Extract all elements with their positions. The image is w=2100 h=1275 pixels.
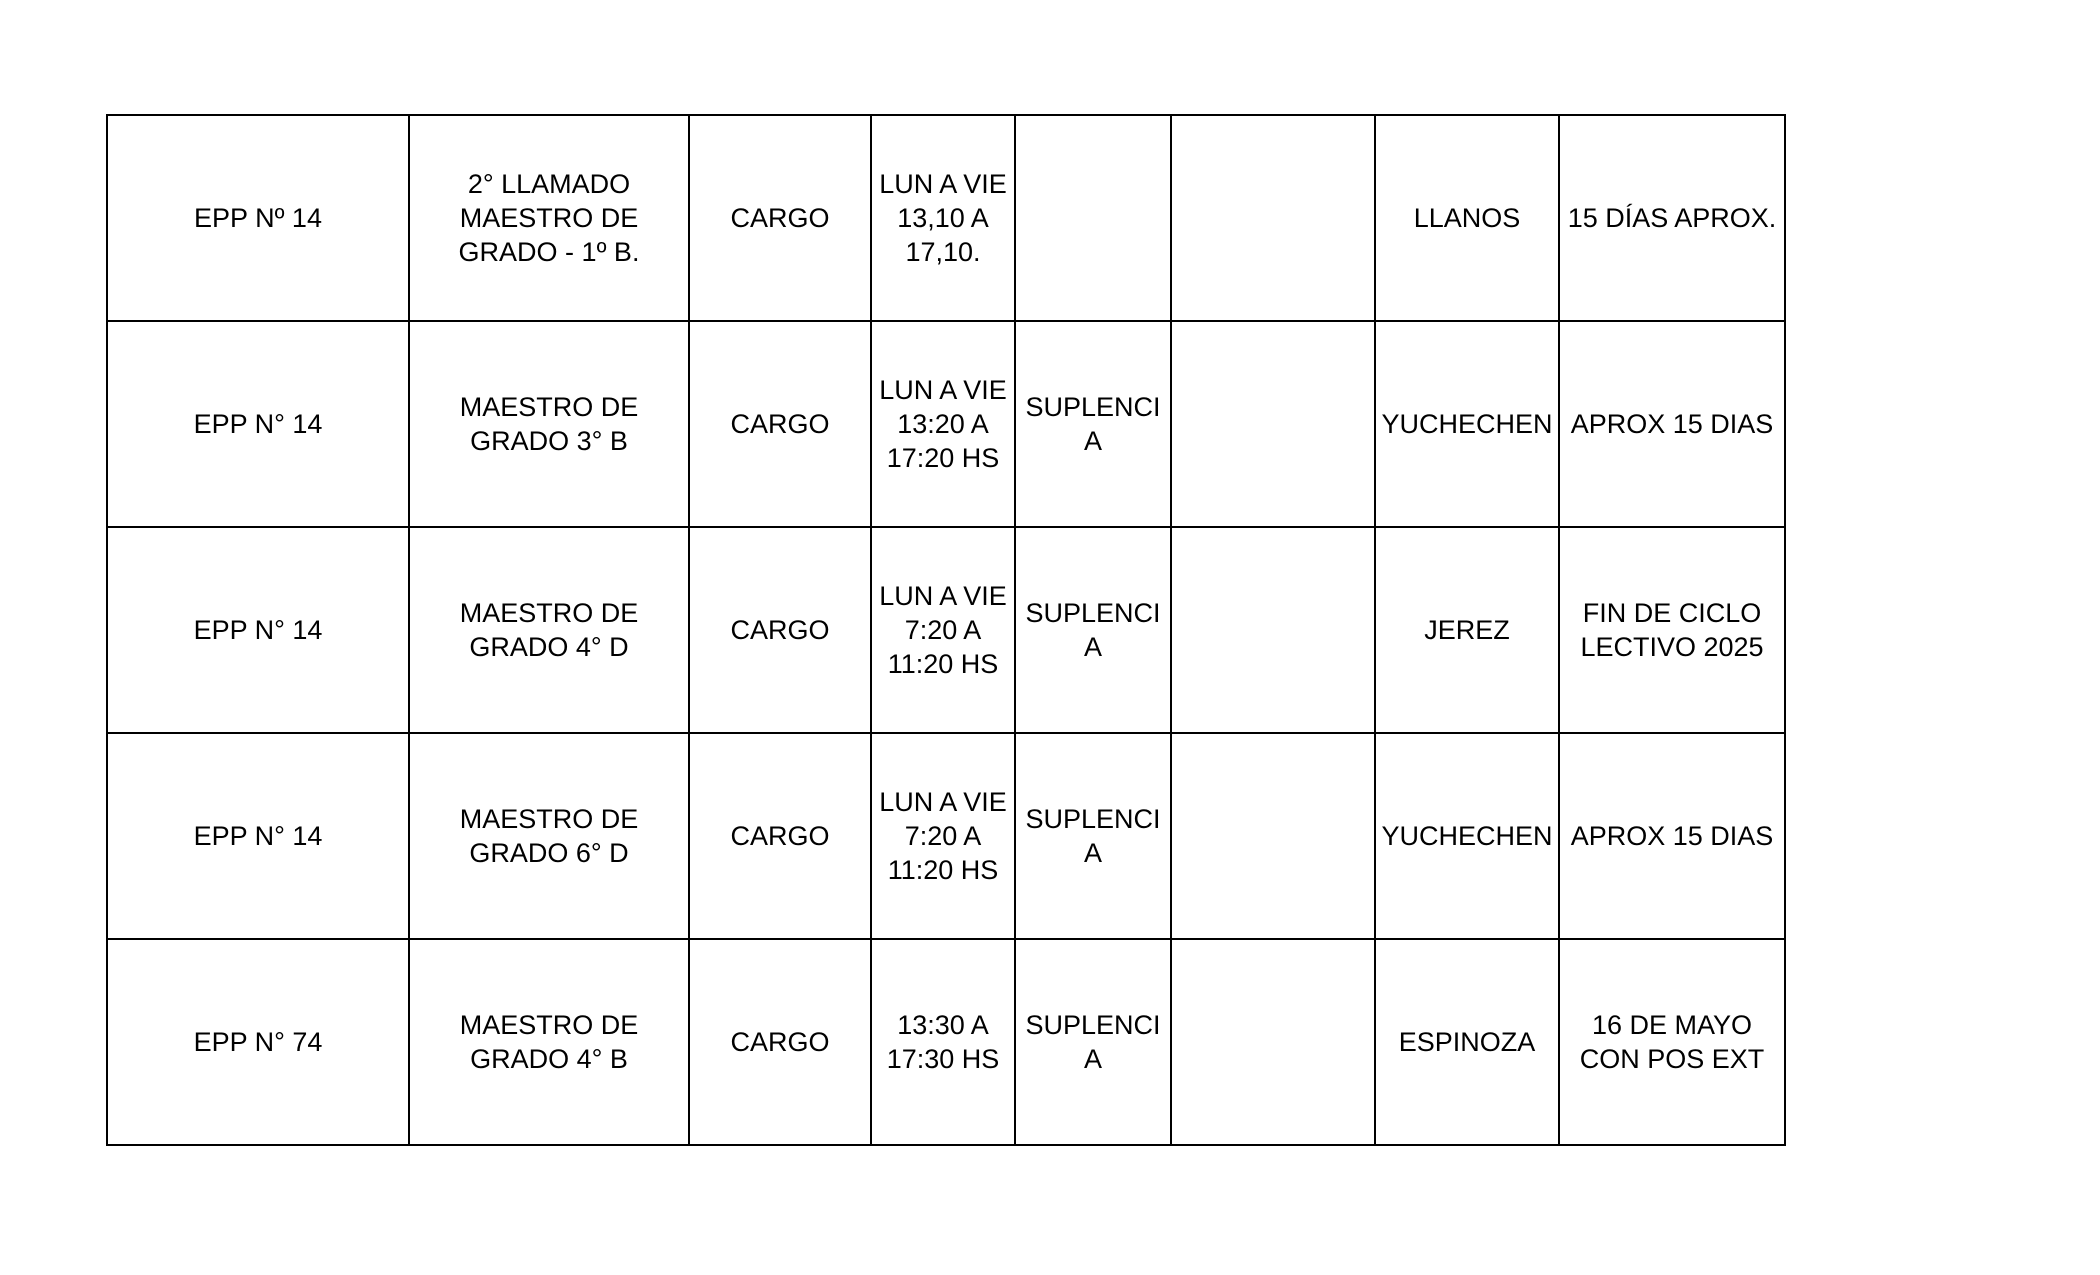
schedule-cell: LUN A VIE 13,10 A 17,10. xyxy=(871,115,1015,321)
type-cell: CARGO xyxy=(689,939,871,1145)
school-cell: EPP N° 14 xyxy=(107,321,409,527)
table-row xyxy=(107,939,1785,1145)
name-cell: ESPINOZA xyxy=(1375,939,1559,1145)
situation-cell: SUPLENCI A xyxy=(1015,733,1171,939)
situation-cell: SUPLENCI A xyxy=(1015,527,1171,733)
duration-cell: APROX 15 DIAS xyxy=(1559,321,1785,527)
schedule-cell: LUN A VIE 13:20 A 17:20 HS xyxy=(871,321,1015,527)
position-cell: MAESTRO DE GRADO 4° B xyxy=(409,939,689,1145)
position-cell: 2° LLAMADO MAESTRO DE GRADO - 1º B. xyxy=(409,115,689,321)
position-cell: MAESTRO DE GRADO 4° D xyxy=(409,527,689,733)
vacancy-table xyxy=(106,114,1786,1146)
school-cell: EPP N° 14 xyxy=(107,527,409,733)
type-cell: CARGO xyxy=(689,527,871,733)
name-cell: LLANOS xyxy=(1375,115,1559,321)
extra-cell xyxy=(1171,733,1375,939)
type-cell: CARGO xyxy=(689,733,871,939)
type-cell: CARGO xyxy=(689,115,871,321)
table-row xyxy=(107,115,1785,321)
schedule-cell: 13:30 A 17:30 HS xyxy=(871,939,1015,1145)
name-cell: YUCHECHEN xyxy=(1375,733,1559,939)
duration-cell: 16 DE MAYO CON POS EXT xyxy=(1559,939,1785,1145)
type-cell: CARGO xyxy=(689,321,871,527)
schedule-cell: LUN A VIE 7:20 A 11:20 HS xyxy=(871,733,1015,939)
extra-cell xyxy=(1171,939,1375,1145)
situation-cell xyxy=(1015,115,1171,321)
situation-cell: SUPLENCI A xyxy=(1015,939,1171,1145)
duration-cell: APROX 15 DIAS xyxy=(1559,733,1785,939)
position-cell: MAESTRO DE GRADO 3° B xyxy=(409,321,689,527)
table-row xyxy=(107,733,1785,939)
name-cell: JEREZ xyxy=(1375,527,1559,733)
school-cell: EPP N° 74 xyxy=(107,939,409,1145)
situation-cell: SUPLENCI A xyxy=(1015,321,1171,527)
extra-cell xyxy=(1171,321,1375,527)
name-cell: YUCHECHEN xyxy=(1375,321,1559,527)
duration-cell: 15 DÍAS APROX. xyxy=(1559,115,1785,321)
table-row xyxy=(107,527,1785,733)
table-row xyxy=(107,321,1785,527)
school-cell: EPP N° 14 xyxy=(107,733,409,939)
extra-cell xyxy=(1171,115,1375,321)
duration-cell: FIN DE CICLO LECTIVO 2025 xyxy=(1559,527,1785,733)
school-cell: EPP Nº 14 xyxy=(107,115,409,321)
extra-cell xyxy=(1171,527,1375,733)
position-cell: MAESTRO DE GRADO 6° D xyxy=(409,733,689,939)
schedule-cell: LUN A VIE 7:20 A 11:20 HS xyxy=(871,527,1015,733)
